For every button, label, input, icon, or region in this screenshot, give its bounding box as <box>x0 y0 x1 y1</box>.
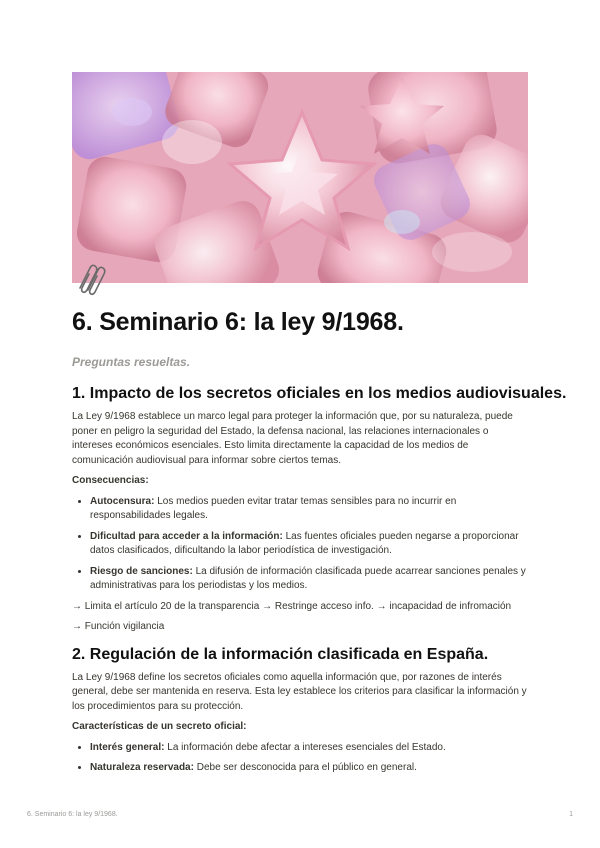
page-subtitle: Preguntas resueltas. <box>72 355 191 369</box>
note-line: → Función vigilancia <box>72 621 165 632</box>
bullet-list <box>72 741 528 776</box>
list-item <box>90 741 528 756</box>
item-text: La información debe afectar a intereses esenciales del Estado. <box>164 741 446 753</box>
cover-image <box>72 72 528 283</box>
item-term: Autocensura: <box>90 495 155 507</box>
list-item <box>90 495 528 524</box>
list-item <box>90 530 528 559</box>
item-term: Riesgo de sanciones: <box>90 565 193 577</box>
list-item <box>90 565 528 594</box>
section-heading: 1. Impacto de los secretos oficiales en los medios audiovisuales. <box>72 385 567 402</box>
list-label: Características de un secreto oficial: <box>72 721 247 732</box>
section-1 <box>72 384 567 635</box>
bullet-list <box>72 495 528 594</box>
item-text: Los medios pueden evitar tratar temas sensibles para no incurrir en responsabilidades legales. <box>90 495 457 521</box>
item-term: Naturaleza reservada: <box>90 762 194 773</box>
page-number: 1 <box>569 811 573 818</box>
list-item <box>90 761 528 776</box>
item-term: Dificultad para acceder a la información: <box>90 530 283 542</box>
section-heading: 2. Regulación de la información clasificada en España. <box>72 645 489 663</box>
note-line: → Limita el artículo 20 de la transparencia → Restringe acceso info. → incapacidad de infromación <box>72 600 512 612</box>
item-term: Interés general: <box>90 741 165 753</box>
list-label: Consecuencias: <box>72 475 149 486</box>
item-text: La difusión de información clasificada puede acarrear sanciones penales y administrativas para los periodistas y los medios. <box>90 565 526 591</box>
page-title: 6. Seminario 6: la ley 9/1968. <box>72 308 404 336</box>
paperclip-icon <box>74 262 108 296</box>
item-text: Las fuentes oficiales pueden negarse a proporcionar datos clasificados, dificultando la labor periodística de investigación. <box>90 530 519 556</box>
section-intro: La Ley 9/1968 define los secretos oficiales como aquella información que, por razones de interés general, debe ser mantenida en reserva. Esta ley establece los criterios para clasificar la información y los procedimientos para su protección. <box>72 671 527 712</box>
document-body <box>72 380 567 782</box>
item-text: Debe ser desconocida para el público en general. <box>193 762 417 773</box>
section-intro: La Ley 9/1968 establece un marco legal para proteger la información que, por su naturaleza, puede poner en peligro la seguridad del Estado, la defensa nacional, las relaciones internacionales o intereses económicos esenciales. Esto limita directamente la capacidad de los medios de comunicación audiovisual para informar sobre ciertos temas. <box>72 411 513 466</box>
footer-title: 6. Seminario 6: la ley 9/1968. <box>27 811 118 818</box>
section-2 <box>72 645 528 776</box>
